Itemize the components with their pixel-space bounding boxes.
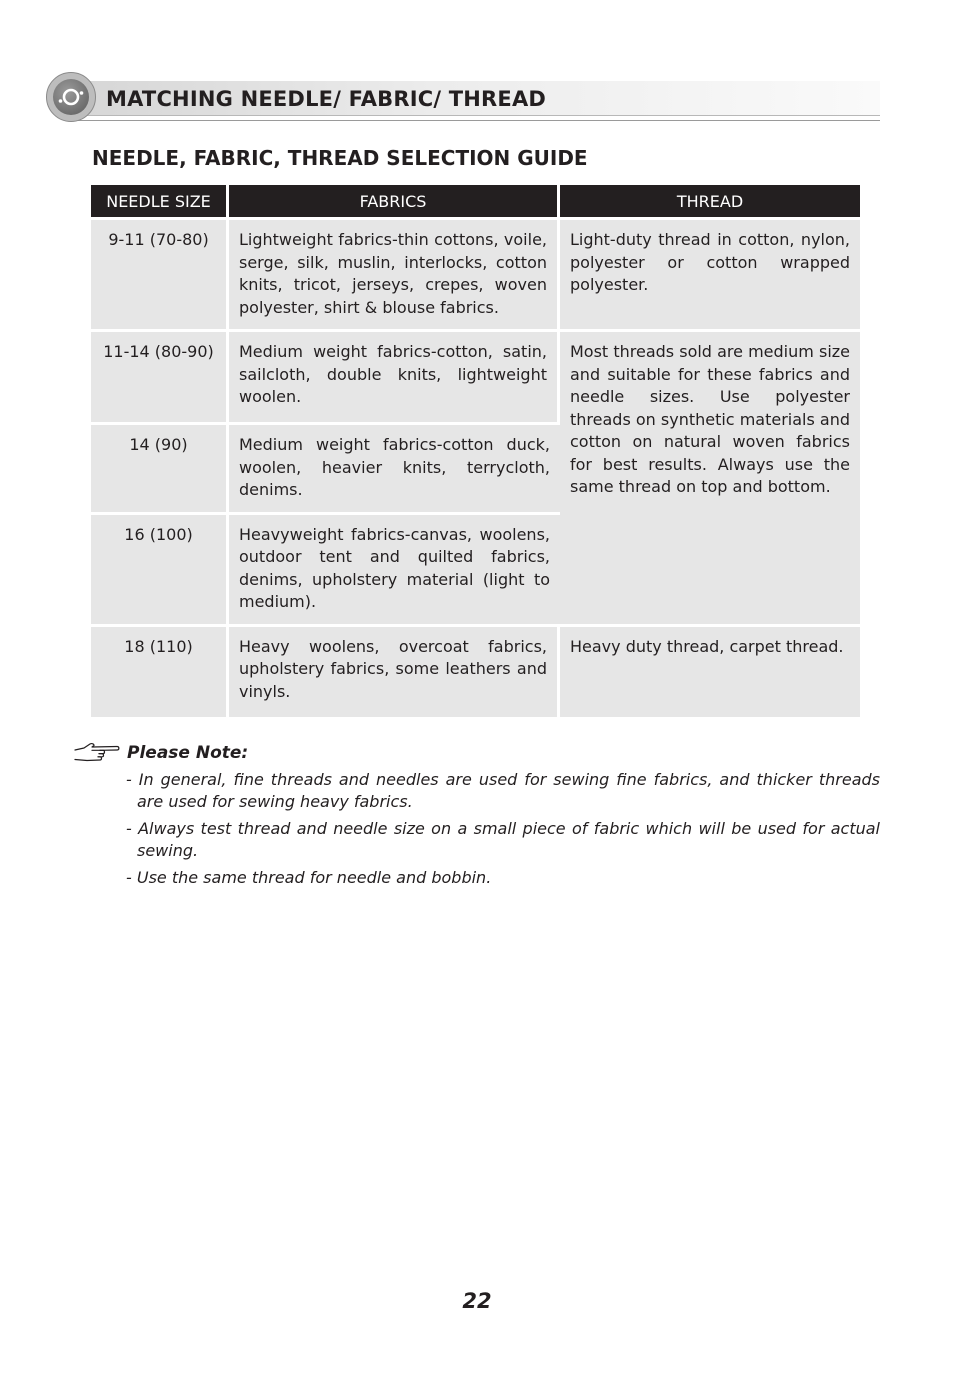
- thread-cell: Light-duty thread in cotton, nylon, polyester or cotton wrapped polyester.: [560, 217, 860, 329]
- header-needle-size: NEEDLE SIZE: [91, 185, 229, 217]
- page-number: 22: [462, 1289, 492, 1313]
- selection-guide-table: [91, 185, 860, 717]
- needle-eye-icon: [53, 79, 89, 115]
- section-header: [46, 72, 880, 124]
- note-item: - Always test thread and needle size on a small piece of fabric which will be used for actual sewing.: [126, 819, 880, 860]
- note-list: [126, 769, 880, 894]
- fabrics-cell: Heavyweight fabrics-canvas, woolens, outdoor tent and quilted fabrics, denims, upholstery material (light to medium).: [229, 512, 560, 624]
- note-item: - Use the same thread for needle and bobbin.: [126, 868, 492, 887]
- fabrics-cell: Medium weight fabrics-cotton, satin, sailcloth, double knits, lightweight woolen.: [229, 329, 560, 422]
- fabrics-cell: Heavy woolens, overcoat fabrics, upholstery fabrics, some leathers and vinyls.: [229, 624, 560, 717]
- header-thread: THREAD: [560, 185, 860, 217]
- section-header-rule: [72, 120, 880, 121]
- needle-size-cell: 14 (90): [91, 422, 229, 512]
- section-badge: [46, 72, 96, 122]
- fabrics-cell: Lightweight fabrics-thin cottons, voile, serge, silk, muslin, interlocks, cotton knits, tricot, jerseys, crepes, woven polyester, shirt & blouse fabrics.: [229, 217, 560, 329]
- guide-title: NEEDLE, FABRIC, THREAD SELECTION GUIDE: [92, 146, 588, 170]
- note-item: - In general, fine threads and needles are used for sewing fine fabrics, and thicker threads are used for sewing heavy fabrics.: [126, 770, 880, 811]
- table-row: [91, 217, 860, 329]
- note-title: Please Note:: [127, 743, 249, 763]
- fabrics-cell: Medium weight fabrics-cotton duck, woolen, heavier knits, terrycloth, denims.: [229, 422, 560, 512]
- table-header-row: [91, 185, 860, 217]
- section-title: MATCHING NEEDLE/ FABRIC/ THREAD: [106, 87, 547, 111]
- needle-size-cell: 16 (100): [91, 512, 229, 624]
- thread-cell: Most threads sold are medium size and suitable for these fabrics and needle sizes. Use polyester threads on synthetic materials and cotton on natural woven fabrics for best results. Always use the same thread on top and bottom.: [560, 329, 860, 624]
- needle-size-cell: 11-14 (80-90): [91, 329, 229, 422]
- needle-size-cell: 9-11 (70-80): [91, 217, 229, 329]
- thread-cell: Heavy duty thread, carpet thread.: [560, 624, 860, 717]
- header-fabrics: FABRICS: [229, 185, 560, 217]
- needle-size-cell: 18 (110): [91, 624, 229, 717]
- pointing-hand-icon: [73, 740, 121, 766]
- table-row: [91, 329, 860, 422]
- table-row: [91, 624, 860, 717]
